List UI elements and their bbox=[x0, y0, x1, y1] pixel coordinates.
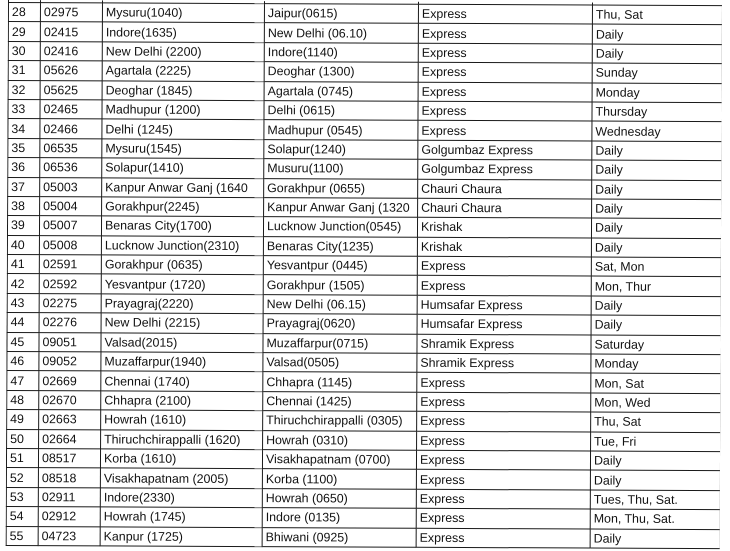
cell-destination: Bhiwani (0925) bbox=[262, 527, 416, 547]
cell-days: Daily bbox=[591, 296, 721, 316]
cell-origin: Yesvantpur (1720) bbox=[101, 274, 263, 294]
cell-serial-number: 45 bbox=[7, 332, 39, 352]
cell-train-number: 02416 bbox=[40, 41, 102, 61]
cell-train-type: Express bbox=[417, 276, 591, 296]
cell-train-type: Express bbox=[418, 24, 592, 44]
cell-serial-number: 33 bbox=[8, 99, 40, 119]
cell-train-type: Express bbox=[417, 256, 591, 276]
cell-origin: Delhi (1245) bbox=[102, 119, 264, 139]
cell-days: Daily bbox=[592, 199, 722, 219]
table-row bbox=[8, 61, 722, 84]
cell-serial-number: 43 bbox=[7, 293, 39, 313]
cell-origin: Chennai (1740) bbox=[101, 371, 263, 391]
table-row bbox=[6, 468, 720, 491]
cell-days: Tues, Thu, Sat. bbox=[590, 490, 720, 510]
cell-days: Mon, Wed bbox=[591, 393, 721, 413]
cell-train-type: Express bbox=[416, 470, 590, 490]
cell-origin: Valsad(2015) bbox=[101, 333, 263, 353]
table-row bbox=[7, 429, 721, 452]
train-schedule-table bbox=[6, 0, 722, 549]
cell-days: Mon, Thu, Sat. bbox=[590, 509, 720, 529]
cell-days: Mon, Sat bbox=[591, 373, 721, 393]
cell-train-type: Express bbox=[418, 121, 592, 141]
cell-serial-number: 50 bbox=[7, 429, 39, 449]
cell-train-number: 02664 bbox=[39, 429, 101, 449]
cell-origin: Visakhapatnam (2005) bbox=[100, 468, 262, 488]
cell-destination: Valsad(0505) bbox=[263, 353, 417, 373]
cell-destination: Deoghar (1300) bbox=[264, 62, 418, 82]
cell-destination: Muzaffarpur(0715) bbox=[263, 333, 417, 353]
table-row bbox=[7, 410, 721, 433]
table-row bbox=[7, 216, 721, 239]
cell-serial-number: 55 bbox=[6, 526, 38, 546]
cell-days: Thu, Sat bbox=[591, 412, 721, 432]
cell-train-number: 08517 bbox=[38, 449, 100, 469]
cell-train-number: 05008 bbox=[39, 235, 101, 255]
table-row bbox=[7, 371, 721, 394]
cell-origin: Madhupur (1200) bbox=[102, 100, 264, 120]
cell-train-type: Humsafar Express bbox=[417, 295, 591, 315]
cell-days: Daily bbox=[592, 141, 722, 161]
cell-destination: Visakhapatnam (0700) bbox=[262, 450, 416, 470]
cell-train-number: 02911 bbox=[38, 487, 100, 507]
cell-days: Daily bbox=[591, 218, 721, 238]
table-row bbox=[8, 196, 722, 219]
table-row bbox=[6, 526, 720, 549]
table-row bbox=[8, 119, 722, 142]
cell-destination: Indore (0135) bbox=[262, 508, 416, 528]
cell-train-type: Express bbox=[417, 392, 591, 412]
cell-train-number: 02669 bbox=[39, 371, 101, 391]
cell-train-type: Express bbox=[417, 373, 591, 393]
cell-serial-number: 36 bbox=[8, 158, 40, 178]
table-row bbox=[8, 158, 722, 181]
table-row bbox=[8, 99, 722, 122]
cell-destination: Agartala (0745) bbox=[264, 81, 418, 101]
cell-train-number: 02591 bbox=[39, 255, 101, 275]
cell-train-number: 06535 bbox=[40, 138, 102, 158]
cell-days: Sat, Mon bbox=[591, 257, 721, 277]
cell-days: Tue, Fri bbox=[591, 432, 721, 452]
cell-serial-number: 42 bbox=[7, 274, 39, 294]
table-row bbox=[7, 390, 721, 413]
cell-origin: Howrah (1745) bbox=[100, 507, 262, 527]
cell-days: Monday bbox=[592, 83, 722, 103]
cell-origin: Benaras City(1700) bbox=[101, 216, 263, 236]
cell-destination: Lucknow Junction(0545) bbox=[263, 217, 417, 237]
table-row bbox=[8, 177, 722, 200]
table-row bbox=[7, 255, 721, 278]
table-row bbox=[7, 313, 721, 336]
cell-train-type: Shramik Express bbox=[417, 334, 591, 354]
cell-days: Thu, Sat bbox=[592, 5, 722, 25]
table-row bbox=[6, 507, 720, 530]
cell-train-number: 02912 bbox=[38, 507, 100, 527]
cell-train-number: 04723 bbox=[38, 526, 100, 546]
cell-train-type: Chauri Chaura bbox=[418, 198, 592, 218]
table-row bbox=[8, 41, 722, 64]
cell-days: Daily bbox=[591, 238, 721, 258]
cell-train-number: 02592 bbox=[39, 274, 101, 294]
cell-origin: Kanpur Anwar Ganj (1640 bbox=[102, 177, 264, 197]
cell-train-number: 08518 bbox=[38, 468, 100, 488]
cell-days: Wednesday bbox=[592, 121, 722, 141]
cell-serial-number: 48 bbox=[7, 390, 39, 410]
cell-destination: Korba (1100) bbox=[262, 469, 416, 489]
table-row bbox=[8, 3, 722, 26]
cell-destination: Solapur(1240) bbox=[264, 139, 418, 159]
cell-origin: Muzaffarpur(1940) bbox=[101, 352, 263, 372]
cell-destination: Prayagraj(0620) bbox=[263, 314, 417, 334]
cell-destination: New Delhi (06.15) bbox=[263, 294, 417, 314]
cell-train-type: Shramik Express bbox=[417, 353, 591, 373]
cell-origin: Gorakhpur (0635) bbox=[101, 255, 263, 275]
cell-serial-number: 38 bbox=[8, 196, 40, 216]
cell-train-type: Express bbox=[418, 101, 592, 121]
table-row bbox=[7, 235, 721, 258]
cell-serial-number: 51 bbox=[6, 448, 38, 468]
cell-serial-number: 34 bbox=[8, 119, 40, 139]
cell-serial-number: 32 bbox=[8, 80, 40, 100]
cell-origin: Indore(2330) bbox=[100, 488, 262, 508]
cell-destination: Madhupur (0545) bbox=[264, 120, 418, 140]
cell-origin: New Delhi (2215) bbox=[101, 313, 263, 333]
cell-serial-number: 28 bbox=[8, 3, 40, 23]
cell-days: Saturday bbox=[591, 335, 721, 355]
cell-train-type: Express bbox=[418, 62, 592, 82]
cell-train-type: Express bbox=[416, 508, 590, 528]
cell-train-number: 05004 bbox=[40, 197, 102, 217]
cell-train-type: Golgumbaz Express bbox=[418, 159, 592, 179]
cell-destination: Kanpur Anwar Ganj (1320 bbox=[264, 198, 418, 218]
cell-days: Daily bbox=[590, 470, 720, 490]
cell-serial-number: 52 bbox=[6, 468, 38, 488]
cell-serial-number: 31 bbox=[8, 61, 40, 81]
table-row bbox=[8, 22, 722, 45]
cell-origin: Chhapra (2100) bbox=[101, 391, 263, 411]
cell-days: Daily bbox=[591, 315, 721, 335]
cell-days: Daily bbox=[592, 24, 722, 44]
cell-train-type: Express bbox=[416, 528, 590, 548]
table-row bbox=[7, 274, 721, 297]
cell-origin: Solapur(1410) bbox=[102, 158, 264, 178]
cell-train-number: 02670 bbox=[39, 390, 101, 410]
cell-train-number: 05626 bbox=[40, 61, 102, 81]
cell-train-number: 05003 bbox=[40, 177, 102, 197]
cell-train-type: Express bbox=[416, 450, 590, 470]
cell-days: Sunday bbox=[592, 63, 722, 83]
cell-train-type: Express bbox=[418, 82, 592, 102]
table-row bbox=[6, 448, 720, 471]
cell-days: Daily bbox=[592, 44, 722, 64]
cell-days: Monday bbox=[591, 354, 721, 374]
cell-train-type: Express bbox=[418, 43, 592, 63]
table-row bbox=[8, 138, 722, 161]
cell-train-type: Express bbox=[418, 4, 592, 24]
cell-origin: Indore(1635) bbox=[102, 22, 264, 42]
train-schedule-sheet bbox=[6, 0, 722, 551]
cell-serial-number: 41 bbox=[7, 255, 39, 275]
cell-destination: Thiruchchirappalli (0305) bbox=[263, 411, 417, 431]
cell-destination: Howrah (0310) bbox=[263, 430, 417, 450]
cell-train-number: 09052 bbox=[39, 352, 101, 372]
cell-days: Daily bbox=[592, 160, 722, 180]
cell-serial-number: 53 bbox=[6, 487, 38, 507]
cell-origin: Agartala (2225) bbox=[102, 61, 264, 81]
cell-destination: Musuru(1100) bbox=[264, 159, 418, 179]
cell-train-number: 02975 bbox=[40, 3, 102, 23]
cell-train-number: 09051 bbox=[39, 332, 101, 352]
cell-destination: Yesvantpur (0445) bbox=[263, 256, 417, 276]
cell-destination: Benaras City(1235) bbox=[263, 236, 417, 256]
cell-train-type: Krishak bbox=[417, 237, 591, 257]
cell-train-type: Express bbox=[417, 411, 591, 431]
cell-serial-number: 35 bbox=[8, 138, 40, 158]
cell-serial-number: 49 bbox=[7, 410, 39, 430]
cell-destination: Gorakhpur (1505) bbox=[263, 275, 417, 295]
cell-origin: Howrah (1610) bbox=[101, 410, 263, 430]
cell-serial-number: 30 bbox=[8, 41, 40, 61]
cell-serial-number: 39 bbox=[7, 216, 39, 236]
cell-train-type: Golgumbaz Express bbox=[418, 140, 592, 160]
cell-train-type: Humsafar Express bbox=[417, 315, 591, 335]
cell-serial-number: 40 bbox=[7, 235, 39, 255]
cell-days: Daily bbox=[590, 451, 720, 471]
cell-origin: Lucknow Junction(2310) bbox=[101, 236, 263, 256]
cell-origin: Deoghar (1845) bbox=[102, 80, 264, 100]
cell-origin: New Delhi (2200) bbox=[102, 42, 264, 62]
cell-train-type: Express bbox=[416, 489, 590, 509]
cell-serial-number: 47 bbox=[7, 371, 39, 391]
cell-days: Thursday bbox=[592, 102, 722, 122]
cell-destination: Howrah (0650) bbox=[262, 488, 416, 508]
cell-train-number: 02415 bbox=[40, 22, 102, 42]
cell-serial-number: 44 bbox=[7, 313, 39, 333]
cell-train-number: 02276 bbox=[39, 313, 101, 333]
cell-days: Daily bbox=[590, 529, 720, 549]
cell-days: Daily bbox=[592, 180, 722, 200]
cell-origin: Gorakhpur(2245) bbox=[102, 197, 264, 217]
cell-origin: Kanpur (1725) bbox=[100, 526, 262, 546]
cell-train-number: 02663 bbox=[39, 410, 101, 430]
cell-train-number: 02465 bbox=[40, 100, 102, 120]
cell-train-number: 05625 bbox=[40, 80, 102, 100]
table-row bbox=[7, 332, 721, 355]
cell-destination: Jaipur(0615) bbox=[264, 4, 418, 24]
cell-destination: Chennai (1425) bbox=[263, 391, 417, 411]
cell-serial-number: 37 bbox=[8, 177, 40, 197]
cell-serial-number: 29 bbox=[8, 22, 40, 42]
table-row bbox=[7, 293, 721, 316]
cell-destination: New Delhi (06.10) bbox=[264, 23, 418, 43]
cell-train-number: 02275 bbox=[39, 293, 101, 313]
cell-origin: Prayagraj(2220) bbox=[101, 294, 263, 314]
cell-train-number: 02466 bbox=[40, 119, 102, 139]
cell-destination: Indore(1140) bbox=[264, 42, 418, 62]
cell-destination: Chhapra (1145) bbox=[263, 372, 417, 392]
cell-destination: Gorakhpur (0655) bbox=[264, 178, 418, 198]
table-row bbox=[8, 80, 722, 103]
table-row bbox=[7, 352, 721, 375]
cell-destination: Delhi (0615) bbox=[264, 101, 418, 121]
cell-train-number: 05007 bbox=[39, 216, 101, 236]
cell-origin: Korba (1610) bbox=[100, 449, 262, 469]
cell-train-type: Krishak bbox=[417, 218, 591, 238]
cell-serial-number: 54 bbox=[6, 507, 38, 527]
cell-train-type: Chauri Chaura bbox=[418, 179, 592, 199]
cell-origin: Thiruchchirappalli (1620) bbox=[101, 430, 263, 450]
cell-origin: Mysuru(1040) bbox=[102, 3, 264, 23]
cell-train-type: Express bbox=[417, 431, 591, 451]
cell-days: Mon, Thur bbox=[591, 277, 721, 297]
cell-train-number: 06536 bbox=[40, 158, 102, 178]
cell-serial-number: 46 bbox=[7, 352, 39, 372]
table-body bbox=[6, 0, 722, 549]
cell-origin: Mysuru(1545) bbox=[102, 139, 264, 159]
table-row bbox=[6, 487, 720, 510]
